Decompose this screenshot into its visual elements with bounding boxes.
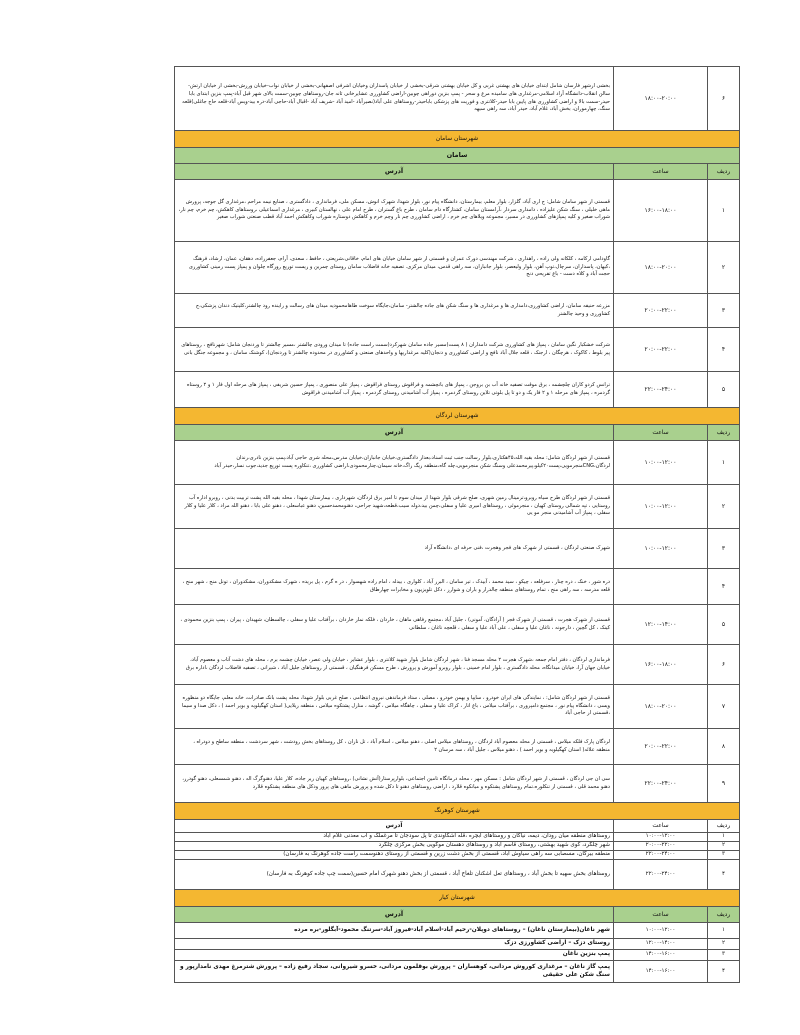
- address-cell: قسمتی از شهر سامان شامل: ج اری آباد، گلزار، بلوار معلم، بیمارستان، دانشگاه پیام نور، بلوار شهدا، شهرک انوش، مسکن ملی، فرمانداری ، دادگستری ، صنایع نیمه مراحم ،مرغداری گل جوجه، پرورش ماهی خلیلی ، سنگ شکن علیزاده ، دامداری سردار ،آرامستان سامان، کشتارگاه دام سامان ، طرح باغ گستران ، طرح امام علی ، نهالستان کبیری ، مرغداری اسماعیلی ،روستاهای کاهکش، چم خرم، چم نار، شوراب صغیر و کلیه پمپاژهای کشاورزی در مسیر، مجموعه ویلاهای چم خرم ، اراضی کشاورزی چم نار وچم خرم و کاهکش دوستاره شوراب وکاهکش احمد آباد قطب صنعتی شوراب صغیر: [175, 180, 614, 242]
- row-number: ۱: [708, 441, 740, 485]
- time-slot: ۱۸:۰۰-۲۰:۰۰: [614, 242, 708, 294]
- row-number: ۱: [708, 923, 740, 939]
- time-slot: ۲۰:۰۰-۲۲:۰۰: [614, 842, 708, 851]
- time-slot: ۱۰:۰۰-۱۲:۰۰: [614, 529, 708, 569]
- header-row-number: ردیف: [708, 425, 740, 441]
- time-slot: ۱۰:۰۰-۱۲:۰۰: [614, 441, 708, 485]
- row-number: ۳: [708, 851, 740, 860]
- header-time: ساعت: [614, 425, 708, 441]
- address-cell: قسمتی از شهر لردگان طرح سیاه روبرو،ترمینال زمین شهری، صلح شرقی بلوار شهدا از میدان سوم تا امیر برق لردگان، شهرداری ، بیمارستان شهدا ، محله بقیه الله پشت تربیت بدنی ، روبرو اداره آب روستایی ، تپه شمالی روستای کهیان ، منجرموئی ، روستاهای امیری علیا و سفلی،چمن بید،دوله سیب،قطعه،شهید جراحی، دهنومحمدحسین، دهنو عباسعلی ، دهنو علی بابا ، دهنو الله مراد ، کلار علیا و کلار سفلی ، پمپاژ آب آشامیدنی منجر مو یی: [175, 485, 614, 529]
- outage-schedule-table: [174, 66, 740, 983]
- column-header-row: [175, 820, 740, 833]
- address-cell: شرکت خشکبار نگین سامان ، پمپاژ های کشاورزی شرکت دامداران ( ۸ پست)مسیر جاده سامان شهرکرد(سمت راست جاده) تا میدان ورودی چالشتر ،مسیر چالشتر تا وردنجان شامل: شهرنافچ ، روستاهای پیر بلوط ، کاکوک ، هرچگان ، ارجنک ، قلعه جلال آباد نافچ و اراضی کشاورزی و دنجان(کلیه مرغداریها و واحدهای صنعتی و کشاورزی در محدوده چالشتر تا وردنجان)، کوشنک سامان ، و مجموعه جنگل بانی: [175, 328, 614, 372]
- time-slot: ۱۰:۰۰-۱۲:۰۰: [614, 485, 708, 529]
- time-slot: ۱۰:۰۰-۱۲:۰۰: [614, 833, 708, 842]
- header-time: ساعت: [614, 820, 708, 833]
- time-slot: [614, 569, 708, 605]
- address-cell: روستاهای منطقه میان رودان، دیمه، نیاکان و روستاهای آبچره ،قله اشکاوندی تا پل سودجان تا مرغملک و آب معدنی غلام آباد: [175, 833, 614, 842]
- table-row: [175, 939, 740, 950]
- column-header-row: [175, 425, 740, 441]
- address-cell: شهرک صنعتی لردگان ، قسمتی از شهرک های فجر وهجرت ،فنی حرفه ای ،دانشگاه آزاد: [175, 529, 614, 569]
- row-number: ۳: [708, 294, 740, 328]
- row-number: ۹: [708, 765, 740, 803]
- table-row: [175, 860, 740, 890]
- time-slot: ۲۰:۰۰-۲۲:۰۰: [614, 328, 708, 372]
- address-cell: قسمتی از شهر لردگان شامل: محله بقیه الله،۴۵هکتاری،بلوار رسالت جنب ثبت اسناد،بعداز دادگستری،خیابان جانبازان،خیابان مدرس،محله شری حاجی آباد،پمپ بنزین نادری،زندان لردگان،CNGمنجرمویی،پست۲۰کیلو،پیرمحمدعلی وسنگ شکن منجرمویی،چله گاه،منطقه زیگ زاگ،خانه سیمان،چنارمحمودی،اراضی کشاورزی ،تنکاوره پست توزیع جدید،جوب نسار،حیدر آباد: [175, 441, 614, 485]
- address-cell: قسمتی از شهرک هجرت ، قسمتی از شهرک فجر ( آزادگان، آمونی) ، جلیل آباد ،مجتمع رفاهی ماهان ، خاردان ، فلکه نماز خاردان ، برآفتاب علیا و سفلی ، چالسطان، شهیدان ، پیران ، پمپ بنزین محمودی ، کینک ، کل گچین ، دارجونه ، ناغان علیا و سفلی ، علی آباد علیا و سفلی ، قلعچه ناغان ، سلطانی: [175, 605, 614, 645]
- address-cell: شهر چلگرد، کوی شهید بهشتی، روستای قاسم آباد و روستاهای دهستان موگویی بخش مرکزی چلگرد: [175, 842, 614, 851]
- time-slot: ۱۲:۰۰-۱۴:۰۰: [614, 939, 708, 950]
- table-row: [175, 729, 740, 765]
- row-number: ۵: [708, 372, 740, 408]
- table-row: [175, 441, 740, 485]
- address-cell: لردگان پارک فلکه میلاس ، قسمتی از محله معصوم آباد لردگان ، روستاهای میلاس اصلی ، دهنو میلاس ، اسلام آباد ، تل نازان ، کل روستاهای بخش رودشت ، شهر سردشت ، منطقه ساطح و دودراه ، منطقه علائه( استان کهگیلویه و بویر احمد ) ، دهنو میلاس ، جلیل آباد ، سه مرسان ۲: [175, 729, 614, 765]
- county-banner-saman: [175, 131, 740, 148]
- header-row-number: ردیف: [708, 907, 740, 923]
- header-time: ساعت: [614, 164, 708, 180]
- header-address: آدرس: [175, 425, 614, 441]
- address-cell: گاودامی ارکامه ، کلکانه ولی زاده ، راهداری ، شرکت مهندسی دورک عمران و قسمتی از شهر سامان خیابان های امام، خاقانی،شریعتی ، حافظ ، سعدی، آرام، جعفرزاده، دهقان، عمان، ارشاد، فرهنگ ،کیهان، پاسداران، سرچال،توپ آهن، بلوار ولیعصر، بلوار جانبازان، سه راهی قدس، میدان مرکزی. تصفیه خانه فاضلاب سامان روستای چمرین و زیست توزیع روزگاه چلوان و پمپاژ پست زمینی کشاورزی حجت آباد و کلاه دست - باغ تفریحی دنج: [175, 242, 614, 294]
- time-slot: ۲۲:۰۰-۲۴:۰۰: [614, 372, 708, 408]
- row-number: ۴: [708, 569, 740, 605]
- row-number: ۱: [708, 833, 740, 842]
- schedule-sheet: [174, 66, 740, 983]
- city-title: سامان: [175, 148, 740, 164]
- column-header-row: [175, 907, 740, 923]
- table-row: [175, 529, 740, 569]
- table-row: [175, 294, 740, 328]
- address-cell: روستاهای بخش سهیه تا بخش آباد ، روستاهای تعل اشکنان تلغاخ آباد ، قسمتی از بخش دهنو شهرک امام حسین(سمت چپ جاده کوهرنگ به فارسان): [175, 860, 614, 890]
- table-row: [175, 180, 740, 242]
- address-cell: روستای دزک – اراضی کشاورزی دزک: [175, 939, 614, 950]
- row-number: ۵: [708, 605, 740, 645]
- address-cell: شهر ناغان(بیمارستان ناغان) – روستاهای دوپلان-رحیم آباد-اسلام آباد-فیروز آباد-سرتنگ محمود-آبگلور-بره مرده: [175, 923, 614, 939]
- table-row: [175, 372, 740, 408]
- row-number: ۳: [708, 950, 740, 961]
- row-number: ۳: [708, 529, 740, 569]
- county-banner-lordegan: [175, 408, 740, 425]
- time-slot: ۱۸:۰۰-۲۰:۰۰: [614, 685, 708, 729]
- row-number: ۶: [708, 67, 740, 131]
- header-address: آدرس: [175, 907, 614, 923]
- table-row: [175, 242, 740, 294]
- time-slot: ۲۰:۰۰-۲۲:۰۰: [614, 729, 708, 765]
- row-number: ۴: [708, 328, 740, 372]
- row-number: ۲: [708, 939, 740, 950]
- county-title: شهرستان سامان: [175, 131, 740, 148]
- address-cell: قسمتی از شهر لردگان شامل: ، نمایندگی های ایران خودرو ، سایپا و بهمن خودرو ، مصلی ، ستاد فرماندهی نیروی انتظامی ، صلح غربی بلوار شهدا، محله پشت بانک صادرات، خانه معلم، جایگاه دو منظوره ویسی ، دانشگاه پیام نور ، مجتمع دامپروری ، برآفتاب میلاس ، باغ انار ، کراک علیا و سفلی ، چاهگاه میلاس ، گوشه ، منازل پشتکوه میلاس ، منطقه زیلایی( استان کهگیلویه و بویر احمد ) ، دکل صدا و سیما ،قسمتی از حاجی آباد: [175, 685, 614, 729]
- time-slot: ۲۲:۰۰-۲۴:۰۰: [614, 860, 708, 890]
- row-number: ۸: [708, 729, 740, 765]
- header-address: آدرس: [175, 820, 614, 833]
- time-slot: ۱۶:۰۰-۱۸:۰۰: [614, 180, 708, 242]
- table-row: [175, 842, 740, 851]
- address-cell: بخشی ازشهر فارسان شامل ابتدای خیابان های بهشتی غربی و کل خیابان بهشتی شرقی-بخشی از خیابان پاسداران وخیابان اشرفی اصفهانی-بخشی از خیابان نواب-خیابان ورزش-بخشی از خیابان ارتش-سالن انقلاب-دانشگاه آزاد اسلامی-مرغداری های سامیده مرغ و سحر - پمپ بنزین دوراهی چوبین-اراضی کشاورزی عشایرخانی ثانه جان-روستاهای چوبین-سمت بالای شهر قبل آباد-پمپ بنزین ابتدای بابا حیدر-سمت بالا و اراضی کشاورزی های پایین بابا حیدر-کلانتری و فوریت های پزشکی باباحیدر-روستاهای علی آباد(نصیرآباد -امید آباد -شریف آباد -اقبال آباد-حاجی آباد-دره بید-ویس آباد-قلعه حاج جاغلی)قلعه سنگ، چهارموران، بخش آباد، غلام آباد، حیدر آباد، سه راهی سیهه: [175, 67, 614, 131]
- row-number: ۷: [708, 685, 740, 729]
- table-row: [175, 961, 740, 983]
- address-cell: مزرعه حنیفه سامان، اراضی کشاورزی،دامداری ها و مرغداری ها و سنگ شکن های جاده چالشتر- سامان،جایگاه سوخت طاهامحمودیه میدان های رسالت و زاینده رود چالشتر،کلینیک دندان پزشکی،ج کشاورزی و وحید چالشتر: [175, 294, 614, 328]
- row-number: ۲: [708, 485, 740, 529]
- row-number: ۲: [708, 842, 740, 851]
- row-number: ۶: [708, 645, 740, 685]
- column-header-row: [175, 164, 740, 180]
- time-slot: ۱۴:۰۰-۱۶:۰۰: [614, 961, 708, 983]
- table-row: [175, 645, 740, 685]
- time-slot: ۱۰:۰۰-۱۲:۰۰: [614, 923, 708, 939]
- table-row: [175, 569, 740, 605]
- time-slot: ۲۲:۰۰-۲۴:۰۰: [614, 851, 708, 860]
- time-slot: ۱۲:۰۰-۱۴:۰۰: [614, 605, 708, 645]
- table-row: [175, 685, 740, 729]
- table-row: [175, 765, 740, 803]
- table-row: [175, 950, 740, 961]
- county-title: شهرستان کوهرنگ: [175, 803, 740, 820]
- row-number: ۴: [708, 860, 740, 890]
- time-slot: ۲۰:۰۰-۲۲:۰۰: [614, 294, 708, 328]
- table-row: [175, 923, 740, 939]
- table-row: [175, 605, 740, 645]
- address-cell: پمپ گاز ناغان – مرغداری کوروش مردانی، کوهساران – پرورش بوقلمون مردانی، خسرو شیروانی، سجاد رفیع زاده – پرورش شترمرغ مهدی نامدارپور و سنگ شکن علی حقیقی: [175, 961, 614, 983]
- county-title: شهرستان کیار: [175, 890, 740, 907]
- time-slot: ۱۴:۰۰-۱۶:۰۰: [614, 950, 708, 961]
- county-banner-kiar: [175, 890, 740, 907]
- address-cell: فرمانداری لردگان ، دفتر امام جمعه ،شهرک هجرت ۲ محله مسجد فنا ، شهر لردگان شامل بلوار شهید کلانتری ، بلوار عشایر ، خیابان ولی عصر، خیابان چشمه برم ، محله های دشت آتاب و معصوم آباد، خیابان جهان آرا، خیابان میدانگاه، محله دادگستری ، بلوار امام خمینی ، بلوار روبرو آموزش و پرورش ، طرح مسکن فرهنگیان ، قسمتی از روستاهای جلیل آباد ، شیرانی ، تصفیه فاضلاب لردگان ،اداره برق: [175, 645, 614, 685]
- county-banner-kuhrang: [175, 803, 740, 820]
- table-row: [175, 328, 740, 372]
- address-cell: پمپ بنزین ناغان: [175, 950, 614, 961]
- table-row: [175, 851, 740, 860]
- time-slot: ۱۶:۰۰-۱۸:۰۰: [614, 645, 708, 685]
- table-row: [175, 67, 740, 131]
- header-address: آدرس: [175, 164, 614, 180]
- row-number: ۲: [708, 242, 740, 294]
- table-row: [175, 833, 740, 842]
- table-row: [175, 485, 740, 529]
- time-slot: ۱۸:۰۰-۲۰:۰۰: [614, 67, 708, 131]
- address-cell: ترانس کردو کاران چلچشمه ، برق موقت تصفیه خانه آب بن بروجن ، پمپاژ های باتچشمه و فراقوش روستای فراقوش ، پمپاژ علی منصوری ، پمپاژ حسین شریفی ، پمپاژ های مرحله اول فاز ۱ و ۲ روستاه گردمره ، پمپاژ های مرحله ۱ و ۲ فاز یک و دو تا پل بلوتی تلاین روستای گردمره ، پمپاژ آب آشامیدنی روستای گردمره ، پمپاژ آب آشامیدنی فراقوش: [175, 372, 614, 408]
- header-row-number: ردیف: [708, 820, 740, 833]
- row-number: ۴: [708, 961, 740, 983]
- row-number: ۱: [708, 180, 740, 242]
- address-cell: دره شور ، خنک ، دره چنار ، سرفلعه ، چیکو ، سید محمد ، آبیدک ، تیر سامان ، البرز آباد ، کلواری ، بیدله ، امام زاده شهسوار ، در ه گرم ، پل بریده ، شهرک مشکدوران، مشکدوران ، تونل منج ، شهر منج ، قلعه مدرسه ، سه راهی منج ، تمام روستاهای منطقه چالدراز و باران و شوارز ، دکل تلویزیون و مخابرات چهارطاق: [175, 569, 614, 605]
- header-time: ساعت: [614, 907, 708, 923]
- header-row-number: ردیف: [708, 164, 740, 180]
- address-cell: سی ان جی لردگان ، قسمتی از شهر لردگان شامل : مسکن مهر ، محله درمانگاه تامین اجتماعی، بلوارپرستار(آتش نشانی) ،روستاهای کهیان زیر جاده، کلار علیا، دهنوگرگ اله ، دهنو شمسعلی، دهنو گودرز، دهنو محمد قلی ، قسمتی از تنکلوره،تمام روستاهای پشتکوه و میانکوه قلارد ، اراضی روستاهای دهنو تا دکل شده و پرورش ماهی های پروز ودکل های منطقه پشتکوه قلارد: [175, 765, 614, 803]
- city-banner-saman: [175, 148, 740, 164]
- county-title: شهرستان لردگان: [175, 408, 740, 425]
- address-cell: منطقه بیرگان، مسصابی سه راهی سیاوش آباد، قسمتی از بخش دشت زرین و قسمتی از روستای دهنوسمت راست جاده کوهرنگ به فارسان): [175, 851, 614, 860]
- time-slot: ۲۲:۰۰-۲۴:۰۰: [614, 765, 708, 803]
